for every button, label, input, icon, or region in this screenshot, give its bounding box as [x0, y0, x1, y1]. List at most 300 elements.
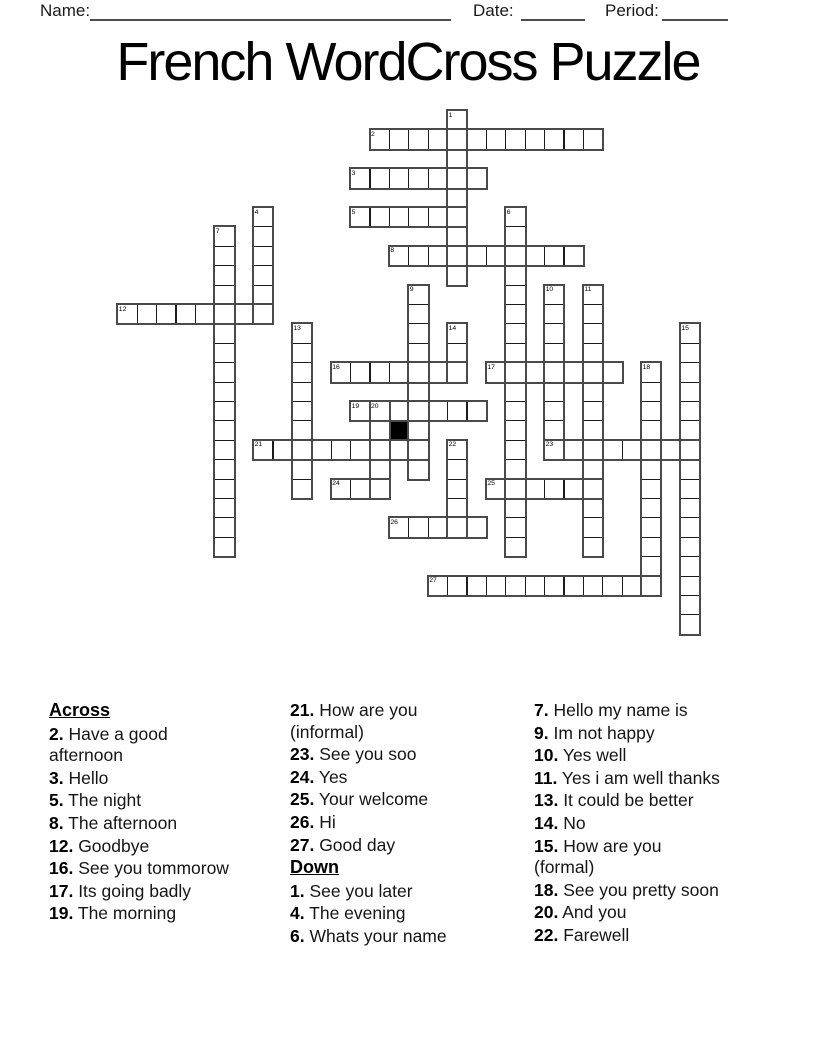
- clue-text: And you: [558, 902, 627, 923]
- grid-cell: [137, 304, 157, 324]
- clue-item-down-6: [290, 926, 472, 948]
- grid-cell: [583, 129, 603, 149]
- grid-cell: [176, 304, 196, 324]
- cell-number-12: 12: [118, 305, 127, 313]
- grid-cell: [428, 129, 448, 149]
- grid-cell: [583, 537, 603, 557]
- grid-cell: [525, 362, 545, 382]
- grid-cell: [680, 517, 700, 537]
- cell-number-2: 2: [371, 130, 375, 138]
- grid-cell: [292, 420, 312, 440]
- grid-cell: [428, 168, 448, 188]
- grid-cell: [641, 517, 661, 537]
- grid-cell: [583, 401, 603, 421]
- grid-cell: [408, 207, 428, 227]
- cell-number-11: 11: [584, 286, 592, 294]
- grid-cell: [350, 479, 370, 499]
- cell-number-23: 23: [545, 441, 554, 449]
- grid-cell: [447, 168, 467, 188]
- grid-cell: [564, 479, 584, 499]
- cell-number-4: 4: [254, 208, 259, 216]
- clue-item-across-3: [49, 768, 254, 790]
- grid-cell: [583, 323, 603, 343]
- cell-number-16: 16: [332, 363, 340, 371]
- cell-number-15: 15: [681, 324, 689, 332]
- grid-cell: [195, 304, 215, 324]
- grid-cell: [680, 420, 700, 440]
- grid-cell: [273, 440, 293, 460]
- grid-cell: [214, 498, 234, 518]
- cell-number-5: 5: [351, 208, 356, 216]
- grid-cell: [428, 401, 448, 421]
- clue-item-across-5: [49, 790, 254, 812]
- grid-cell: [408, 129, 428, 149]
- grid-cell: [408, 382, 428, 402]
- clue-number: 19.: [49, 903, 74, 924]
- grid-cell: [447, 498, 467, 518]
- grid-cell: [389, 440, 409, 460]
- grid-cell: [505, 576, 525, 596]
- grid-cell: [447, 265, 467, 285]
- grid-cell: [525, 129, 545, 149]
- grid-cell: [505, 420, 525, 440]
- clue-item-down-9: [534, 723, 756, 745]
- grid-cell: [641, 382, 661, 402]
- clue-text: The afternoon: [63, 812, 178, 833]
- grid-cell: [214, 246, 234, 266]
- grid-cell: [214, 304, 234, 324]
- grid-cell: [505, 537, 525, 557]
- grid-cell: [680, 362, 700, 382]
- grid-cell: [408, 459, 428, 479]
- clue-text: The morning: [73, 903, 177, 924]
- grid-cell: [680, 459, 700, 479]
- grid-cell: [408, 343, 428, 363]
- grid-cell: [467, 576, 487, 596]
- clue-number: 17.: [49, 880, 74, 901]
- grid-cell: [602, 576, 622, 596]
- clue-text: See you soo: [314, 744, 417, 765]
- clue-number: 22.: [534, 924, 559, 945]
- grid-cell: [505, 479, 525, 499]
- clue-item-across-21: [290, 700, 472, 743]
- grid-cell: [253, 246, 273, 266]
- grid-cell: [641, 537, 661, 557]
- clue-text: Goodbye: [73, 835, 150, 856]
- grid-cell: [583, 440, 603, 460]
- grid-cell: [214, 479, 234, 499]
- grid-cell: [602, 362, 622, 382]
- grid-cell: [408, 401, 428, 421]
- grid-cell: [408, 168, 428, 188]
- grid-cell: [544, 401, 564, 421]
- grid-cell: [214, 362, 234, 382]
- cell-number-24: 24: [332, 480, 340, 488]
- clue-text: See you later: [304, 880, 413, 901]
- cell-number-3: 3: [351, 169, 356, 177]
- grid-cell: [370, 440, 390, 460]
- grid-cell: [680, 614, 700, 634]
- clue-text: Yes: [314, 766, 348, 787]
- clue-text: See you tommorow: [73, 858, 229, 879]
- grid-cell: [525, 246, 545, 266]
- clue-number: 24.: [290, 766, 315, 787]
- grid-cell: [467, 517, 487, 537]
- cell-number-20: 20: [371, 402, 379, 410]
- grid-cell: [214, 537, 234, 557]
- cell-number-10: 10: [545, 286, 554, 294]
- grid-cell: [447, 459, 467, 479]
- grid-cell: [544, 304, 564, 324]
- clue-number: 9.: [534, 722, 549, 743]
- clue-number: 21.: [290, 700, 315, 720]
- grid-cell: [680, 498, 700, 518]
- clue-text: Farewell: [558, 924, 630, 945]
- grid-cell: [408, 246, 428, 266]
- grid-cell: [583, 304, 603, 324]
- grid-cell: [505, 401, 525, 421]
- grid-cell: [428, 246, 448, 266]
- grid-cell: [564, 440, 584, 460]
- cell-number-19: 19: [351, 402, 360, 410]
- clue-item-across-25: [290, 789, 472, 811]
- grid-cell: [331, 440, 351, 460]
- grid-cell: [370, 207, 390, 227]
- clue-number: 26.: [290, 811, 315, 832]
- grid-cell: [447, 362, 467, 382]
- clue-item-down-11: [534, 768, 756, 790]
- grid-cell: [350, 362, 370, 382]
- grid-cell: [447, 517, 467, 537]
- grid-cell: [505, 285, 525, 305]
- clue-text: Hello my name is: [548, 700, 688, 720]
- grid-cell: [214, 323, 234, 343]
- grid-cell: [564, 576, 584, 596]
- clue-text: Im not happy: [548, 722, 655, 743]
- grid-cell: [408, 440, 428, 460]
- grid-cell: [680, 382, 700, 402]
- clue-item-down-18: [534, 880, 756, 902]
- grid-cell: [370, 479, 390, 499]
- clue-text: Whats your name: [304, 925, 447, 946]
- grid-cell: [505, 246, 525, 266]
- grid-cell: [544, 343, 564, 363]
- grid-cell: [544, 382, 564, 402]
- grid-cell: [641, 479, 661, 499]
- clue-item-down-22: [534, 925, 756, 947]
- grid-cell: [408, 362, 428, 382]
- clue-number: 3.: [49, 767, 64, 788]
- grid-cell: [505, 459, 525, 479]
- cell-number-14: 14: [448, 324, 457, 332]
- grid-cell: [583, 498, 603, 518]
- grid-cell: [641, 459, 661, 479]
- grid-cell: [214, 285, 234, 305]
- cell-number-18: 18: [642, 363, 651, 371]
- grid-cell: [680, 479, 700, 499]
- grid-cell: [156, 304, 176, 324]
- grid-cell: [583, 362, 603, 382]
- grid-cell: [564, 246, 584, 266]
- grid-cell: [486, 129, 506, 149]
- grid-cell: [447, 226, 467, 246]
- grid-cell: [370, 362, 390, 382]
- grid-cell: [583, 517, 603, 537]
- grid-cell: [641, 576, 661, 596]
- clue-text: How are you (informal): [290, 700, 418, 742]
- clue-item-across-16: [49, 858, 254, 880]
- grid-cell: [505, 129, 525, 149]
- clue-number: 5.: [49, 790, 64, 811]
- grid-cell: [544, 362, 564, 382]
- cell-number-1: 1: [448, 111, 453, 119]
- grid-cell: [583, 459, 603, 479]
- grid-cell: [447, 188, 467, 208]
- grid-cell: [583, 420, 603, 440]
- cell-number-8: 8: [390, 247, 395, 255]
- grid-cell: [641, 556, 661, 576]
- clue-text: The evening: [304, 903, 406, 924]
- grid-cell: [214, 440, 234, 460]
- grid-cell: [408, 323, 428, 343]
- clue-number: 13.: [534, 790, 559, 811]
- grid-cell: [544, 479, 564, 499]
- cell-number-27: 27: [429, 577, 437, 585]
- grid-cell: [214, 459, 234, 479]
- clue-text: Its going badly: [73, 880, 192, 901]
- grid-cell: [389, 362, 409, 382]
- grid-cell: [408, 420, 428, 440]
- clue-item-across-12: [49, 836, 254, 858]
- grid-cell: [350, 440, 370, 460]
- cell-number-22: 22: [448, 441, 457, 449]
- grid-cell: [505, 362, 525, 382]
- period-label: Period:: [605, 1, 659, 20]
- grid-cell: [583, 576, 603, 596]
- grid-cell: [292, 401, 312, 421]
- clue-number: 27.: [290, 834, 315, 855]
- black-cell: [389, 420, 409, 440]
- grid-cell: [292, 479, 312, 499]
- grid-cell: [292, 459, 312, 479]
- clue-item-across-27: [290, 835, 472, 857]
- clues-heading-down: Down: [290, 857, 339, 878]
- clue-item-across-8: [49, 813, 254, 835]
- clue-number: 23.: [290, 744, 315, 765]
- clue-text: Hello: [63, 767, 109, 788]
- grid-cell: [505, 304, 525, 324]
- grid-cell: [389, 129, 409, 149]
- grid-cell: [544, 323, 564, 343]
- clue-number: 18.: [534, 879, 559, 900]
- grid-cell: [428, 362, 448, 382]
- clue-text: How are you (formal): [534, 835, 662, 878]
- grid-cell: [428, 517, 448, 537]
- clue-item-across-26: [290, 812, 472, 834]
- grid-cell: [214, 420, 234, 440]
- grid-cell: [680, 440, 700, 460]
- clue-text: See you pretty soon: [558, 879, 719, 900]
- grid-cell: [641, 440, 661, 460]
- clue-item-down-4: [290, 903, 472, 925]
- clue-item-across-17: [49, 881, 254, 903]
- cell-number-25: 25: [487, 480, 495, 488]
- grid-cell: [505, 498, 525, 518]
- grid-cell: [408, 304, 428, 324]
- clue-number: 15.: [534, 835, 559, 856]
- grid-cell: [680, 595, 700, 615]
- clue-text: It could be better: [558, 790, 694, 811]
- grid-cell: [505, 382, 525, 402]
- clue-text: Yes well: [558, 745, 627, 766]
- clue-number: 6.: [290, 925, 305, 946]
- grid-cell: [622, 440, 642, 460]
- grid-cell: [292, 362, 312, 382]
- clue-item-down-7: [534, 700, 756, 722]
- grid-cell: [602, 440, 622, 460]
- grid-cell: [583, 382, 603, 402]
- clue-column-3: [534, 700, 756, 948]
- clue-number: 11.: [534, 767, 558, 788]
- grid-cell: [467, 246, 487, 266]
- grid-cell: [447, 207, 467, 227]
- grid-cell: [370, 168, 390, 188]
- grid-cell: [583, 479, 603, 499]
- clue-number: 10.: [534, 745, 559, 766]
- grid-cell: [214, 401, 234, 421]
- clue-item-across-24: [290, 767, 472, 789]
- clue-number: 25.: [290, 789, 315, 810]
- cell-number-17: 17: [487, 363, 495, 371]
- grid-cell: [234, 304, 254, 324]
- grid-cell: [525, 479, 545, 499]
- clue-text: Yes i am well thanks: [557, 767, 720, 788]
- clue-number: 1.: [290, 880, 305, 901]
- grid-cell: [505, 440, 525, 460]
- clue-number: 7.: [534, 700, 549, 720]
- grid-cell: [253, 304, 273, 324]
- grid-cell: [564, 362, 584, 382]
- grid-cell: [583, 343, 603, 363]
- grid-cell: [544, 576, 564, 596]
- grid-cell: [214, 343, 234, 363]
- grid-cell: [680, 556, 700, 576]
- clue-number: 20.: [534, 902, 559, 923]
- grid-cell: [467, 401, 487, 421]
- grid-cell: [505, 226, 525, 246]
- grid-cell: [564, 129, 584, 149]
- clue-text: Good day: [314, 834, 396, 855]
- clue-item-down-13: [534, 790, 756, 812]
- clue-item-across-2: [49, 724, 254, 767]
- grid-cell: [680, 401, 700, 421]
- cell-number-7: 7: [215, 227, 220, 235]
- grid-cell: [447, 479, 467, 499]
- grid-cell: [389, 401, 409, 421]
- clue-item-down-10: [534, 745, 756, 767]
- grid-cell: [253, 285, 273, 305]
- grid-cell: [622, 576, 642, 596]
- clue-text: Your welcome: [314, 789, 429, 810]
- grid-cell: [525, 576, 545, 596]
- clue-number: 4.: [290, 903, 305, 924]
- clue-number: 12.: [49, 835, 74, 856]
- grid-cell: [467, 168, 487, 188]
- page-title: French WordCross Puzzle: [116, 32, 700, 92]
- cell-number-13: 13: [293, 324, 301, 332]
- grid-cell: [389, 168, 409, 188]
- clue-item-across-19: [49, 903, 254, 925]
- grid-cell: [447, 246, 467, 266]
- clue-item-down-1: [290, 881, 472, 903]
- grid-cell: [544, 129, 564, 149]
- clue-number: 2.: [49, 723, 64, 744]
- grid-cell: [214, 517, 234, 537]
- clues-heading-across: Across: [49, 700, 111, 720]
- grid-cell: [680, 576, 700, 596]
- grid-cell: [447, 129, 467, 149]
- clue-text: Hi: [314, 811, 336, 832]
- clue-column-2: [290, 700, 472, 949]
- grid-cell: [428, 207, 448, 227]
- grid-cell: [544, 246, 564, 266]
- grid-cell: [253, 265, 273, 285]
- clue-item-across-23: [290, 744, 472, 766]
- grid-cell: [292, 382, 312, 402]
- grid-cell: [311, 440, 331, 460]
- clue-text: The night: [63, 790, 142, 811]
- clue-number: 14.: [534, 812, 559, 833]
- clue-number: 8.: [49, 812, 64, 833]
- grid-cell: [447, 401, 467, 421]
- grid-cell: [292, 440, 312, 460]
- grid-cell: [370, 420, 390, 440]
- grid-cell: [544, 420, 564, 440]
- grid-cell: [370, 459, 390, 479]
- grid-cell: [467, 129, 487, 149]
- name-label: Name:: [40, 1, 91, 20]
- clue-item-down-15: [534, 836, 756, 879]
- clue-column-1: [49, 700, 254, 926]
- grid-cell: [486, 576, 506, 596]
- grid-cell: [505, 265, 525, 285]
- clue-text: No: [558, 812, 586, 833]
- grid-cell: [447, 149, 467, 169]
- grid-cell: [486, 246, 506, 266]
- grid-cell: [641, 401, 661, 421]
- grid-cell: [389, 207, 409, 227]
- grid-cell: [641, 420, 661, 440]
- grid-cell: [447, 343, 467, 363]
- clue-item-down-14: [534, 813, 756, 835]
- cell-number-26: 26: [390, 518, 398, 526]
- grid-cell: [214, 265, 234, 285]
- grid-cell: [680, 537, 700, 557]
- cell-number-9: 9: [409, 286, 414, 294]
- date-label: Date:: [473, 1, 514, 20]
- grid-cell: [505, 517, 525, 537]
- grid-cell: [214, 382, 234, 402]
- grid-cell: [447, 576, 467, 596]
- cell-number-21: 21: [254, 441, 263, 449]
- clue-item-down-20: [534, 902, 756, 924]
- clue-text: Have a good afternoon: [49, 723, 168, 766]
- grid-cell: [505, 343, 525, 363]
- grid-cell: [408, 517, 428, 537]
- grid-cell: [680, 343, 700, 363]
- clue-number: 16.: [49, 858, 74, 879]
- cell-number-6: 6: [506, 208, 511, 216]
